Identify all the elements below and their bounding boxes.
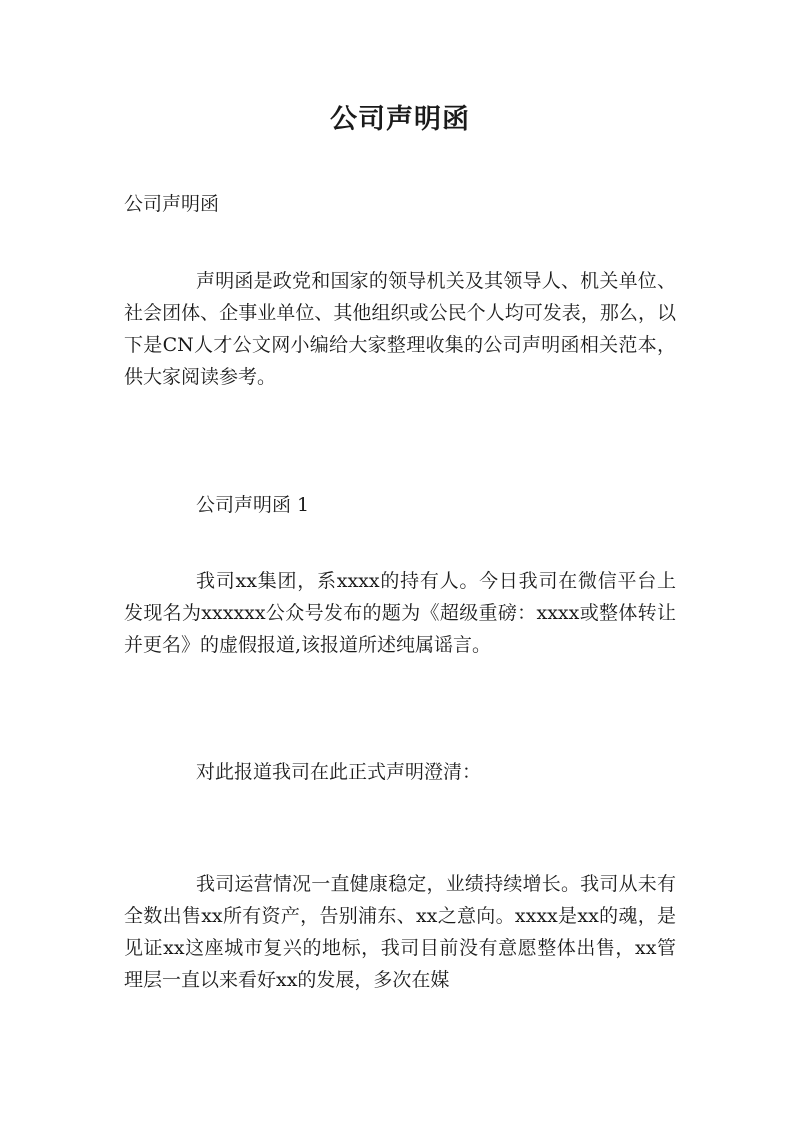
intro-paragraph: 声明函是政党和国家的领导机关及其领导人、机关单位、社会团体、企事业单位、其他组织或公民个人均可发表，那么，以下是CN人才公文网小编给大家整理收集的公司声明函相关范本，供大家阅读参考。 — [124, 270, 676, 388]
document-title: 公司声明函 — [330, 104, 470, 135]
statement-paragraph-2: 对此报道我司在此正式声明澄清： — [196, 761, 482, 783]
statement-paragraph-3: 我司运营情况一直健康稳定，业绩持续增长。我司从未有全数出售xx所有资产，告别浦东、xx之意向。xxxx是xx的魂，是见证xx这座城市复兴的地标，我司目前没有意愿整体出售，xx管理层一直以来看好xx的发展，多次在媒 — [124, 873, 676, 991]
document-heading: 公司声明函 — [124, 193, 220, 215]
section-title: 公司声明函 1 — [196, 494, 310, 516]
statement-paragraph-1: 我司xx集团，系xxxx的持有人。今日我司在微信平台上发现名为xxxxxx公众号发布的题为《超级重磅：xxxx或整体转让并更名》的虚假报道,该报道所述纯属谣言。 — [124, 570, 676, 656]
